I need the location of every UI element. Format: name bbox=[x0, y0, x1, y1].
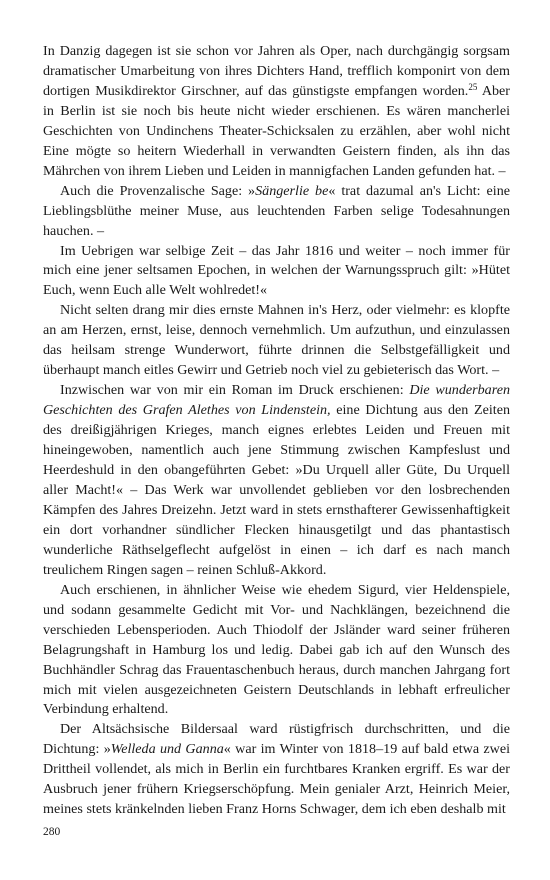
paragraph bbox=[43, 381, 510, 581]
italic-text: Die wunderbaren Geschichten des Grafen Alethes von Lindenstein, bbox=[43, 382, 510, 419]
page-body bbox=[43, 42, 510, 820]
text-run: Aber in Berlin ist sie noch bis heute nicht wieder erschienen. Es wären mancherlei Geschichten von Undinchens Theater-Schicksalen zu erzählen, aber wohl nicht Eine mögte so heitern Wiederhall in verwandten Geistern finden, als ihn das Mährchen von ihrem Lieben und Leiden in mannigfachen Landen gefunden hat. – bbox=[43, 82, 510, 179]
italic-text: Welleda und Ganna bbox=[110, 741, 224, 758]
paragraph bbox=[43, 581, 510, 721]
text-run: Im Uebrigen war selbige Zeit – das Jahr 1816 und weiter – noch immer für mich eine jener seltsamen Epochen, in welchen der Warnungsspruch gilt: »Hütet Euch, wenn Euch alle Welt wohlredet!« bbox=[43, 242, 510, 299]
paragraph bbox=[43, 242, 510, 302]
paragraph bbox=[43, 720, 510, 820]
text-run: Der Altsächsische Bildersaal ward rüstigfrisch durchschritten, und die Dichtung: » bbox=[43, 721, 510, 758]
italic-text: Sängerlie be bbox=[255, 182, 329, 199]
text-run: eine Dichtung aus den Zeiten des dreißigjährigen Krieges, manch eignes erlebtes Leiden und Freuen mit hineingewoben, namentlich auch jene Stimmung zwischen Kampfeslust und Heerdeshuld in den obangeführten Gebet: »Du Urquell aller Güte, Du Urquell aller Macht!« – Das Werk war unvollendet geblieben vor den losbrechenden Kämpfen des Jahres Dreizehn. Jetzt ward in stets ernsthafterer Gewissenhaftigkeit ein dort vorhandner sündlicher Flecken hinausgetilgt und das phantastisch wunderliche Räthselgeflecht aufgelöst in einen – ich darf es nach manch treulichem Ringen sagen – reinen Schluß-Akkord. bbox=[43, 402, 510, 578]
paragraph bbox=[43, 301, 510, 381]
text-run: « trat dazumal an's Licht: eine Lieblingsblüthe meiner Muse, aus leuchtenden Farben selige Todesahnungen hauchen. – bbox=[43, 182, 510, 239]
footnote-marker: 25 bbox=[468, 81, 478, 92]
text-run: « war im Winter von 1818–19 auf bald etwa zwei Drittheil vollendet, als mich in Berlin ein furchtbares Kranken ergriff. Es war der Ausbruch jener frühern Kriegserschöpfung. Mein genialer Arzt, Heinrich Meier, meines stets kränkelnden lieben Franz Horns Schwager, dem ich eben deshalb mit bbox=[43, 741, 511, 818]
text-run: Auch die Provenzalische Sage: » bbox=[60, 182, 256, 199]
text-run: Inzwischen war von mir ein Roman im Druck erschienen: bbox=[60, 382, 410, 399]
paragraph bbox=[43, 42, 510, 182]
text-run: Nicht selten drang mir dies ernste Mahnen in's Herz, oder vielmehr: es klopfte an am Herzen, ernst, leise, dennoch vernehmlich. Um aufzuthun, und einzulassen das heilsam strenge Wunderwort, führte drinnen die Selbstgefälligkeit und überhaupt manch eitles Gewirr und Getrieb noch viel zu gebieterisch das Wort. – bbox=[43, 302, 510, 379]
text-run: In Danzig dagegen ist sie schon vor Jahren als Oper, nach durchgängig sorgsam dramatischer Umarbeitung von ihres Dichters Hand, trefflich komponirt von dem dortigen Musikdirektor Girschner, auf das günstigste empfangen worden. bbox=[43, 43, 510, 99]
page-number: 280 bbox=[43, 826, 61, 838]
paragraph bbox=[43, 182, 510, 242]
text-run: Auch erschienen, in ähnlicher Weise wie ehedem Sigurd, vier Heldenspiele, und sodann gesammelte Gedicht mit Vor- und Nachklängen, bezeichnend die verschieden Lebensperioden. Auch Thiodolf der Jsländer ward seiner früheren Belagrungshaft in Hamburg los und ledig. Dabei gab ich auf den Wunsch des Buchhändler Schrag das Frauentaschenbuch heraus, durch manchen Jahrgang fort mich mit vielen ausgezeichneten Geistern Deutschlands in lebhaft erfreulicher Verbindung erhaltend. bbox=[43, 581, 510, 718]
